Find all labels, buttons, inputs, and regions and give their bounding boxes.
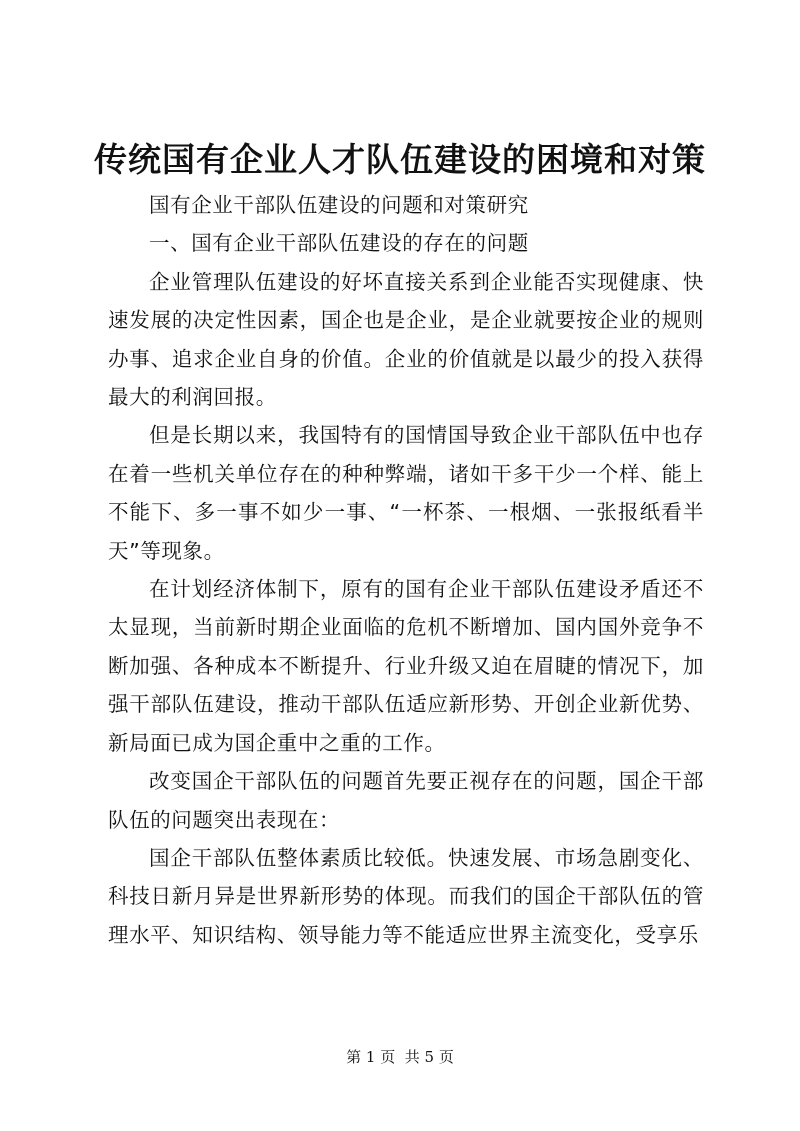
paragraph: 企业管理队伍建设的好坏直接关系到企业能否实现健康、快速发展的决定性因素，国企也是企业，是企业就要按企业的规则办事、追求企业自身的价值。企业的价值就是以最少的投入获得最大的利润回报。: [108, 269, 704, 410]
page-number-label: 第 1 页 共 5 页: [346, 1048, 454, 1066]
paragraph: 但是长期以来，我国特有的国情国导致企业干部队伍中也存在着一些机关单位存在的种种弊端，诸如干多干少一个样、能上不能下、多一事不如少一事、“一杯茶、一根烟、一张报纸看半天”等现象。: [108, 423, 704, 563]
page-footer: [0, 1047, 800, 1067]
paragraph-subtitle: 国有企业干部队伍建设的问题和对策研究: [149, 193, 529, 217]
paragraph: 在计划经济体制下，原有的国有企业干部队伍建设矛盾还不太显现，当前新时期企业面临的危机不断增加、国内国外竞争不断加强、各种成本不断提升、行业升级又迫在眉睫的情况下，加强干部队伍建设，推动干部队伍适应新形势、开创企业新优势、新局面已成为国企重中之重的工作。: [108, 577, 704, 755]
paragraph-section-heading: 一、国有企业干部队伍建设的存在的问题: [149, 231, 529, 256]
document-body: [108, 186, 704, 954]
paragraph: 国企干部队伍整体素质比较低。快速发展、市场急剧变化、科技日新月异是世界新形势的体现。而我们的国企干部队伍的管理水平、知识结构、领导能力等不能适应世界主流变化，受享乐: [108, 845, 704, 947]
paragraph: 改变国企干部队伍的问题首先要正视存在的问题，国企干部队伍的问题突出表现在：: [108, 769, 704, 832]
document-title: 传统国有企业人才队伍建设的困境和对策: [94, 140, 706, 179]
